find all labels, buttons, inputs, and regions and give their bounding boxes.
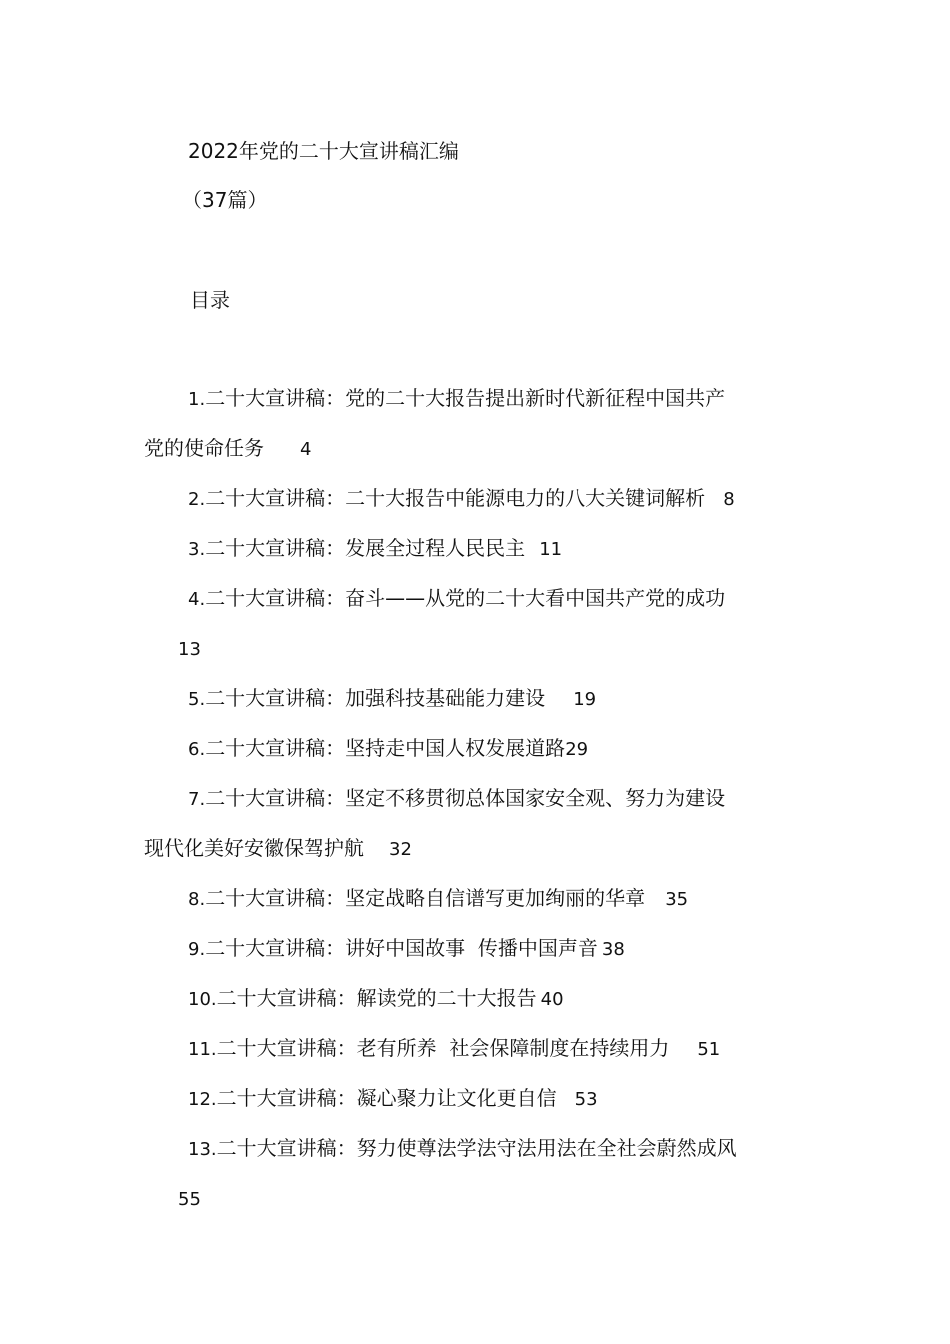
toc-entry-title: 二十大宣讲稿：坚定不移贯彻总体国家安全观、努力为建设 bbox=[205, 786, 726, 810]
toc-entry-title-line bbox=[188, 783, 725, 815]
toc-entry-number: 4. bbox=[188, 589, 206, 610]
toc-entry-page: 51 bbox=[697, 1039, 721, 1060]
toc-entry-title: 二十大宣讲稿：凝心聚力让文化更自信 bbox=[216, 1086, 557, 1110]
toc-entry-title: 二十大宣讲稿：加强科技基础能力建设 bbox=[205, 686, 546, 710]
toc-heading: 目录 bbox=[190, 288, 230, 312]
toc-entry-number: 8. bbox=[188, 889, 206, 910]
toc-entry-title-line bbox=[188, 983, 564, 1015]
toc-entry-page: 13 bbox=[178, 639, 201, 660]
toc-entry-number: 7. bbox=[188, 789, 206, 810]
toc-entry-8[interactable] bbox=[144, 883, 824, 933]
toc-entry-page: 35 bbox=[665, 889, 689, 910]
toc-entry-10[interactable] bbox=[144, 983, 824, 1033]
toc-entry-continuation-line bbox=[144, 433, 311, 465]
toc-entry-title-line bbox=[188, 483, 735, 515]
toc-entry-2[interactable] bbox=[144, 483, 824, 533]
toc-entry-title-line bbox=[188, 383, 725, 415]
toc-entry-title-line bbox=[188, 683, 596, 715]
toc-entry-page: 4 bbox=[300, 439, 312, 460]
toc-entry-11[interactable] bbox=[144, 1033, 824, 1083]
toc-entry-title-line bbox=[188, 1033, 720, 1065]
toc-entry-title: 二十大宣讲稿：二十大报告中能源电力的八大关键词解析 bbox=[205, 486, 706, 510]
toc-entry-page: 32 bbox=[389, 839, 412, 860]
toc-entry-3[interactable] bbox=[144, 533, 824, 583]
toc-entry-title-line bbox=[188, 883, 688, 915]
toc-entry-title: 二十大宣讲稿：党的二十大报告提出新时代新征程中国共产 bbox=[205, 386, 726, 410]
toc-entry-number: 11. bbox=[188, 1039, 217, 1060]
toc-entry-title-line bbox=[188, 1083, 598, 1115]
toc-entry-page: 40 bbox=[540, 989, 564, 1010]
toc-entry-continuation-line bbox=[178, 633, 201, 665]
toc-entry-13[interactable] bbox=[144, 1133, 824, 1233]
toc-entry-number: 10. bbox=[188, 989, 217, 1010]
toc-entry-continuation-line bbox=[144, 833, 412, 865]
toc-entry-number: 12. bbox=[188, 1089, 217, 1110]
document-subtitle: （37篇） bbox=[182, 188, 268, 212]
toc-entry-page: 11 bbox=[539, 539, 563, 560]
toc-entry-title: 二十大宣讲稿：老有所养 社会保障制度在持续用力 bbox=[216, 1036, 670, 1060]
document-title: 2022年党的二十大宣讲稿汇编 bbox=[188, 139, 459, 163]
toc-entry-title-line bbox=[188, 533, 562, 565]
toc-entry-9[interactable] bbox=[144, 933, 824, 983]
toc-entry-6[interactable] bbox=[144, 733, 824, 783]
toc-entry-title: 二十大宣讲稿：讲好中国故事 传播中国声音 bbox=[205, 936, 598, 960]
toc-entry-page: 8 bbox=[723, 489, 735, 510]
toc-entry-number: 2. bbox=[188, 489, 206, 510]
toc-entry-number: 5. bbox=[188, 689, 206, 710]
toc-entry-title: 二十大宣讲稿：解读党的二十大报告 bbox=[216, 986, 537, 1010]
toc-entry-title-continued: 现代化美好安徽保驾护航 bbox=[144, 836, 364, 860]
toc-entry-title-line bbox=[188, 933, 625, 965]
toc-entry-12[interactable] bbox=[144, 1083, 824, 1133]
toc-entry-number: 13. bbox=[188, 1139, 217, 1160]
toc-entry-4[interactable] bbox=[144, 583, 824, 683]
toc-entry-1[interactable] bbox=[144, 383, 824, 483]
toc-entry-page: 29 bbox=[565, 739, 589, 760]
toc-entry-continuation-line bbox=[178, 1183, 201, 1215]
toc-entry-title: 二十大宣讲稿：奋斗——从党的二十大看中国共产党的成功 bbox=[205, 586, 726, 610]
toc-entry-number: 6. bbox=[188, 739, 206, 760]
toc-entry-page: 55 bbox=[178, 1189, 201, 1210]
toc-entry-title-continued: 党的使命任务 bbox=[144, 436, 264, 460]
toc-entry-number: 3. bbox=[188, 539, 206, 560]
toc-entry-title-line bbox=[188, 1133, 737, 1165]
toc-entry-title: 二十大宣讲稿：坚定战略自信谱写更加绚丽的华章 bbox=[205, 886, 646, 910]
toc-entry-title: 二十大宣讲稿：发展全过程人民民主 bbox=[205, 536, 526, 560]
toc-entry-page: 38 bbox=[601, 939, 625, 960]
toc-entry-number: 9. bbox=[188, 939, 206, 960]
toc-entry-7[interactable] bbox=[144, 783, 824, 883]
table-of-contents bbox=[144, 383, 824, 1233]
toc-entry-page: 53 bbox=[574, 1089, 598, 1110]
toc-entry-number: 1. bbox=[188, 389, 206, 410]
toc-entry-page: 19 bbox=[573, 689, 597, 710]
toc-entry-title-line bbox=[188, 583, 725, 615]
toc-entry-5[interactable] bbox=[144, 683, 824, 733]
toc-entry-title: 二十大宣讲稿：努力使尊法学法守法用法在全社会蔚然成风 bbox=[216, 1136, 737, 1160]
toc-entry-title-line bbox=[188, 733, 588, 765]
toc-entry-title: 二十大宣讲稿：坚持走中国人权发展道路 bbox=[205, 736, 566, 760]
